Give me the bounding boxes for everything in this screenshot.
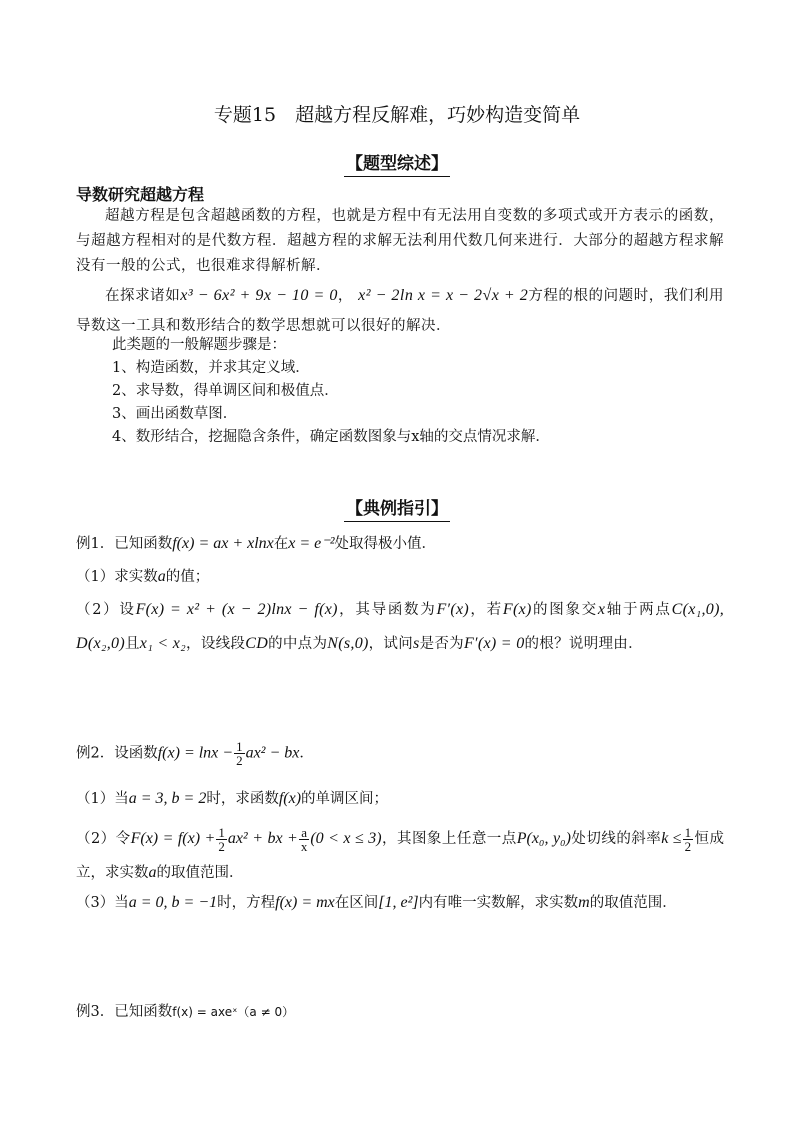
ex2-p1-text: （1）当 bbox=[76, 791, 129, 807]
overview-paragraph-2: 在探求诸如x³ − 6x² + 9x − 10 = 0， x² − 2ln x = x − 2√x + 2方程的根的问题时，我们利用导数这一工具和数形结合的数学思想就可以很好的解决． bbox=[76, 287, 725, 334]
ex1-text: 例1．已知函数 bbox=[76, 536, 173, 552]
ex2-half-fraction bbox=[234, 740, 245, 767]
example-1-part-2 bbox=[76, 593, 724, 661]
equation-2: x² − 2ln x = x − 2√x + 2 bbox=[358, 287, 529, 304]
ex1-part2-text: ，其导函数为 bbox=[337, 602, 437, 618]
ex1-part2-text: 且 bbox=[124, 636, 140, 652]
example-1-statement bbox=[76, 532, 436, 553]
ex1-Fprime: F′(x) bbox=[436, 601, 470, 618]
ex1-Fx: F(x) bbox=[502, 601, 532, 618]
ex2-p3-text: （3）当 bbox=[76, 895, 129, 911]
example-3-statement bbox=[76, 1000, 294, 1021]
ex2-p1-text: 的单调区间； bbox=[301, 791, 389, 807]
ex2-p2-half-fraction bbox=[216, 826, 227, 853]
ex2-p3-text: 时，方程 bbox=[217, 895, 276, 911]
ex2-p2-domain: (0 < x ≤ 3) bbox=[310, 830, 382, 847]
ex1-var-a: a bbox=[157, 568, 166, 585]
ex1-x: x bbox=[597, 601, 606, 618]
step-item: 4、数形结合，挖掘隐含条件，确定函数图象与x轴的交点情况求解． bbox=[112, 429, 550, 445]
ex1-part2-text: 的图象交 bbox=[531, 602, 598, 618]
ex1-part2-text: 是否为 bbox=[419, 636, 464, 652]
ex2-p3-interval: [1, e²] bbox=[378, 894, 419, 911]
ex2-p2-F: ax² + bx + bbox=[227, 830, 298, 847]
fraction-numerator: a bbox=[299, 826, 310, 840]
ex1-part2-text: 的根？说明理由． bbox=[524, 636, 643, 652]
example-1-part-1 bbox=[76, 565, 209, 586]
ex3-function: f(x) = axeˣ bbox=[172, 1005, 238, 1019]
fraction-numerator: 1 bbox=[684, 824, 692, 840]
ex1-part1-text: 的值； bbox=[165, 569, 210, 585]
overview-p2-prefix: 在探求诸如 bbox=[105, 288, 181, 304]
ex3-condition: （a ≠ 0） bbox=[237, 1005, 295, 1019]
ex1-part2-text: 轴于两点 bbox=[605, 602, 672, 618]
ex3-text: 例3．已知函数 bbox=[76, 1004, 173, 1020]
ex1-part2-text: ，若 bbox=[469, 602, 503, 618]
ex1-text: 处取得极小值． bbox=[334, 536, 437, 552]
step-item: 2、求导数，得单调区间和极值点． bbox=[112, 383, 339, 399]
ex1-ineq: x₁ < x₂ bbox=[139, 635, 187, 652]
ex2-p3-text: 在区间 bbox=[334, 895, 379, 911]
example-2-part-2 bbox=[76, 822, 724, 890]
section-heading-overview-text: 【题型综述】 bbox=[344, 154, 450, 177]
example-2-part-3 bbox=[76, 891, 677, 912]
ex2-p2-text: 恒成立，求实数 bbox=[76, 831, 725, 881]
equation-1: x³ − 6x² + 9x − 10 = 0 bbox=[180, 287, 338, 304]
ex2-f-rhs: ax² − bx bbox=[245, 744, 300, 762]
ex2-p2-var-a: a bbox=[148, 864, 157, 881]
fraction-denominator: 2 bbox=[218, 838, 225, 854]
ex1-points: C(x₁,0), D(x₂,0) bbox=[76, 601, 725, 652]
ex2-p2-a-over-x bbox=[299, 826, 310, 853]
ex2-p2-k-fraction bbox=[683, 826, 694, 853]
ex2-text: ． bbox=[299, 745, 314, 762]
steps-intro: 此类题的一般解题步骤是： bbox=[112, 337, 286, 353]
overview-p2-suffix: 方程的根的问题时，我们利用导数这一工具和数形结合的数学思想就可以很好的解决． bbox=[76, 288, 725, 334]
ex2-p1-f: f(x) bbox=[278, 790, 302, 807]
ex2-text: 例2．设函数 bbox=[76, 745, 158, 762]
ex1-part2-text: 的中点为 bbox=[268, 636, 328, 652]
fraction-denominator: 2 bbox=[236, 753, 243, 768]
ex1-condition: x = e⁻² bbox=[288, 535, 335, 552]
ex1-N: N(s,0) bbox=[327, 635, 369, 652]
ex1-Fprime-zero: F′(x) = 0 bbox=[463, 635, 525, 652]
fraction-numerator: 1 bbox=[218, 824, 225, 840]
ex1-part2-text: ，设线段 bbox=[186, 636, 246, 652]
ex1-part2-text: （2）设 bbox=[76, 602, 136, 618]
ex2-p3-eq: f(x) = mx bbox=[275, 894, 335, 911]
ex2-p2-text: 处切线的斜率 bbox=[570, 831, 662, 847]
ex2-p2-F: F(x) = f(x) + bbox=[130, 830, 216, 847]
ex2-p3-cond: a = 0, b = −1 bbox=[128, 894, 218, 911]
ex2-p2-k: k ≤ bbox=[661, 830, 682, 847]
fraction-denominator: 2 bbox=[684, 838, 692, 854]
section-heading-overview bbox=[0, 149, 794, 174]
page-title: 专题15 超越方程反解难，巧妙构造变简单 bbox=[213, 104, 581, 126]
ex2-p3-text: 内有唯一实数解，求实数 bbox=[418, 895, 579, 911]
ex2-p2-text: 的取值范围． bbox=[156, 865, 244, 881]
fraction-numerator: 1 bbox=[236, 739, 243, 754]
ex2-p3-m: m bbox=[578, 894, 590, 911]
fraction-denominator: x bbox=[300, 838, 308, 854]
overview-paragraph-1: 超越方程是包含超越函数的方程，也就是方程中有无法用自变数的多项式或开方表示的函数，与超越方程相对的是代数方程．超越方程的求解无法利用代数几何来进行．大部分的超越方程求解没有一般的公式，也很难求得解析解． bbox=[76, 208, 724, 274]
step-item: 3、画出函数草图． bbox=[112, 406, 238, 422]
ex1-F: F(x) = x² + (x − 2)lnx − f(x) bbox=[135, 601, 338, 618]
ex2-p2-point: P(x₀, y₀) bbox=[516, 830, 571, 847]
step-item: 1、构造函数，并求其定义域． bbox=[112, 360, 310, 376]
ex2-p2-text: （2）令 bbox=[76, 831, 131, 847]
ex1-s: s bbox=[413, 635, 420, 652]
ex2-p1-cond: a = 3, b = 2 bbox=[128, 790, 207, 807]
example-2-part-1 bbox=[76, 787, 388, 808]
ex2-p3-text: 的取值范围． bbox=[589, 895, 677, 911]
ex1-part1-text: （1）求实数 bbox=[76, 569, 158, 585]
section-heading-examples bbox=[0, 494, 794, 519]
ex2-p2-text: ，其图象上任意一点 bbox=[381, 831, 517, 847]
ex2-p1-text: 时，求函数 bbox=[206, 791, 279, 807]
ex2-f-lhs: f(x) = lnx − bbox=[157, 744, 234, 762]
example-2-statement bbox=[76, 740, 314, 767]
section-heading-examples-text: 【典例指引】 bbox=[344, 499, 450, 522]
ex1-part2-text: ，试问 bbox=[368, 636, 414, 652]
ex1-text: 在 bbox=[273, 536, 289, 552]
sub-heading: 导数研究超越方程 bbox=[76, 185, 205, 204]
ex1-function: f(x) = ax + xlnx bbox=[172, 535, 274, 552]
ex1-CD: CD bbox=[245, 635, 269, 652]
